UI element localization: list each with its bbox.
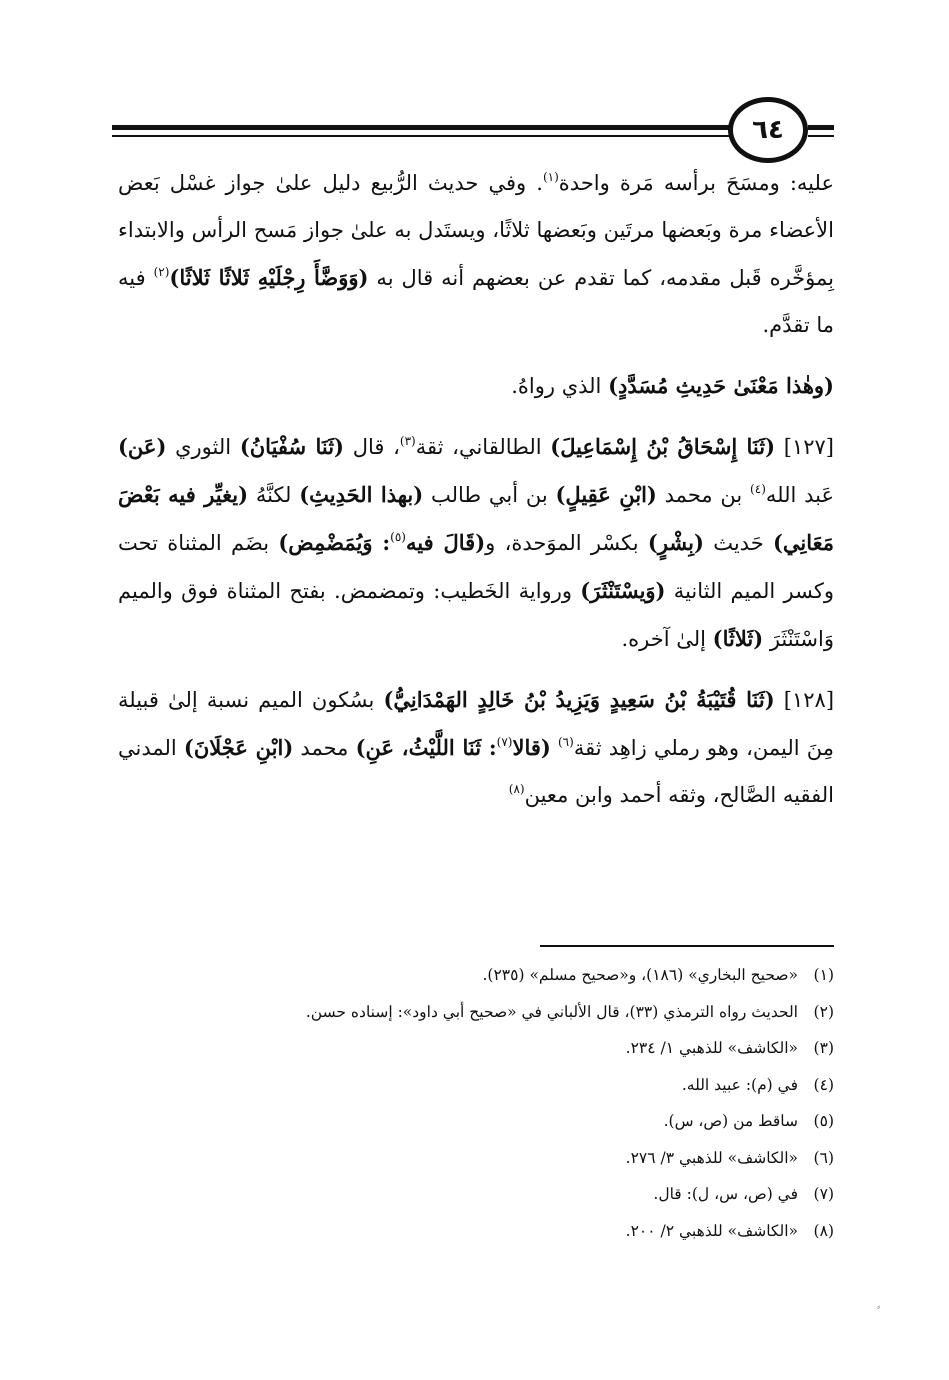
text-run: المدني الفقيه الصَّالح، وثقه أحمد وابن معين	[118, 736, 834, 807]
bold-quote: (بهذا الحَدِيثِ)	[299, 482, 424, 507]
footnote-number: (٢)	[813, 1002, 834, 1021]
footnote-ref[interactable]: (٦)	[557, 735, 574, 749]
footnote-item	[110, 957, 834, 994]
header-rule	[112, 135, 732, 137]
footnote-ref[interactable]: (٧)	[496, 735, 513, 749]
bold-quote: : وَيُمَضْمِض)	[278, 530, 391, 555]
footnote-text: في (م): عبيد الله.	[681, 1075, 798, 1094]
text-run: محمد	[293, 736, 356, 760]
bold-quote: (قالا	[512, 735, 551, 760]
bold-quote: (وَيسْتَنْثَرَ)	[580, 578, 666, 603]
footnote-number: (٧)	[813, 1185, 834, 1203]
text-run: إلىٰ آخره.	[621, 627, 713, 651]
page-number-badge	[728, 97, 808, 163]
bold-quote: (ثَنَا إِسْحَاقُ بْنُ إِسْمَاعِيلَ)	[550, 434, 776, 459]
hadith-number: [١٢٨]	[774, 688, 835, 712]
footnote-item	[110, 1176, 834, 1213]
footnote-number: (١)	[813, 966, 834, 984]
footnote-item	[110, 1103, 834, 1140]
text-run: عليه: ومسَحَ برأسه مَرة واحدة	[558, 171, 834, 195]
footnotes	[110, 957, 834, 1249]
text-run: بضَم المثناة تحت وكسر الميم الثانية	[118, 531, 834, 603]
footnote-ref[interactable]: (٣)	[399, 434, 416, 448]
bold-quote: (ابْنِ عَجْلَانَ)	[183, 735, 294, 760]
bold-quote: (ثَلاثًا)	[712, 626, 764, 651]
text-run: فيه ما تقدَّم.	[118, 266, 834, 337]
text-run: حَديث	[703, 531, 773, 555]
paragraph-4	[118, 676, 834, 819]
footnote-text: «الكاشف» للذهبي ١/ ٢٣٤.	[625, 1039, 798, 1057]
bold-quote: (وَوَضَّأَ رِجْلَيْهِ ثَلاثًا ثَلاثًا)	[169, 265, 369, 290]
footnote-ref[interactable]: (٨)	[508, 782, 525, 796]
page-number: ٦٤	[752, 115, 784, 145]
header-rule	[112, 125, 732, 130]
footnote-item	[110, 1030, 834, 1067]
text-run: بن محمد	[656, 483, 751, 507]
footnote-text: «صحيح البخاري» (١٨٦)، و«صحيح مسلم» (٢٣٥).	[482, 966, 798, 984]
text-run: عَبد الله	[765, 483, 835, 507]
footnote-text: ساقط من (ص، س).	[663, 1112, 798, 1130]
main-text	[118, 160, 834, 819]
bold-quote: (ثَنَا قُتَيْبَةُ بْنُ سَعِيدٍ وَيَزِيدُ بْنُ خَالِدٍ الهَمْدَانِيُّ)	[383, 687, 775, 712]
footnote-number: (٥)	[813, 1112, 834, 1130]
footnote-item	[110, 1067, 834, 1104]
hadith-number: [١٢٧]	[775, 435, 834, 459]
footnote-item	[110, 1140, 834, 1177]
paragraph-2	[118, 362, 834, 410]
text-run: الثوري	[166, 435, 240, 459]
footnote-number: (٤)	[813, 1075, 834, 1094]
footnote-item	[110, 994, 834, 1031]
text-run: بكسْر الموَحدة، و	[485, 531, 648, 555]
paragraph-3	[118, 423, 834, 663]
footnote-text: في (ص، س، ل): قال.	[653, 1185, 798, 1203]
bold-quote: (عَن)	[118, 434, 167, 459]
bold-quote: : ثَنَا اللَّيْثُ، عَنِ)	[355, 735, 497, 760]
footnote-number: (٨)	[813, 1221, 834, 1240]
footnote-ref[interactable]: (٥)	[390, 530, 406, 544]
paragraph-1	[118, 160, 834, 349]
header-rule	[808, 125, 834, 130]
bold-quote: (ابْنِ عَقِيلٍ)	[555, 482, 657, 507]
footnote-text: الحديث رواه الترمذي (٣٣)، قال الألباني في «صحيح أبي داود»: إسناده حسن.	[305, 1002, 798, 1021]
footnote-text: «الكاشف» للذهبي ٣/ ٢٧٦.	[625, 1148, 798, 1167]
bold-quote: (ثَنَا سُفْيَانُ)	[239, 434, 344, 459]
text-run: الطالقاني، ثقة	[415, 435, 551, 459]
bold-quote: (بِشْرٍ)	[647, 530, 704, 555]
bold-quote: (وهٰذا مَعْنَىٰ حَدِيثِ مُسَدَّدٍ)	[608, 373, 834, 398]
bold-quote: (يغيِّر فيه بَعْضَ مَعَانِي)	[118, 482, 835, 555]
footnote-number: (٣)	[813, 1039, 834, 1057]
footnote-text: «الكاشف» للذهبي ٢/ ٢٠٠.	[625, 1221, 798, 1240]
footnote-ref[interactable]: (١)	[542, 170, 559, 184]
footnote-ref[interactable]: (٢)	[153, 265, 170, 279]
text-run: الذي رواهُ.	[511, 374, 609, 398]
text-run: ورواية الخَطيب: وتمضمض. بفتح المثناة فوق والميم وَاسْتَنْثَرَ	[118, 579, 834, 651]
footnote-item	[110, 1213, 834, 1250]
header-rule	[808, 135, 834, 137]
footnote-ref[interactable]: (٤)	[750, 482, 766, 496]
footnote-separator	[540, 945, 834, 947]
text-run: بن أبي طالب	[423, 483, 556, 507]
footnote-number: (٦)	[813, 1148, 834, 1167]
text-run: بسُكون الميم نسبة إلىٰ قبيلة مِنَ اليمن، وهو رملي زاهِد ثقة	[118, 688, 834, 760]
scan-mark: ⸗	[877, 1302, 881, 1313]
text-run: ، قال	[344, 435, 400, 459]
text-run: لكنَّهُ	[248, 483, 300, 507]
text-run: . وفي حديث الرُّبيع دليل علىٰ جواز غسْل بَعض الأعضاء مرة وبَعضها مرتَين وبَعضها ثلاثًا، ويستَدل به علىٰ جواز مَسح الرأس والابتداء بِمؤخَّره قَبل مقدمه، كما تقدم عن بعضهم أنه قال به	[118, 171, 834, 290]
text-run	[551, 736, 558, 760]
bold-quote: (قَالَ فيه	[405, 530, 486, 555]
